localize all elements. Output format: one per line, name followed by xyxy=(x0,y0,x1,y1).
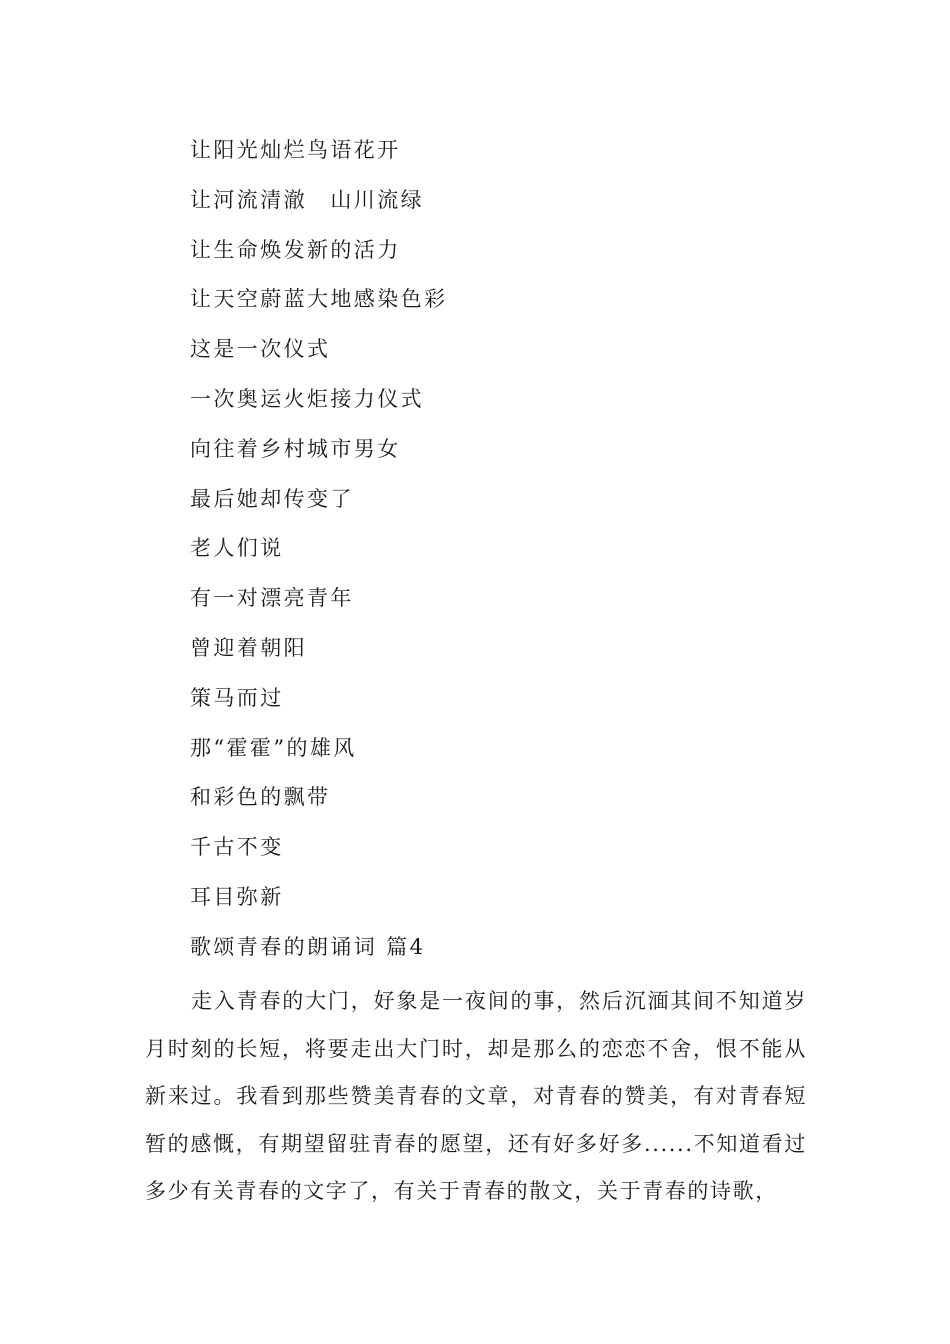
poem xyxy=(190,132,447,929)
poem-line: 老人们说 xyxy=(190,536,284,561)
poem-line: 和彩色的飘带 xyxy=(190,785,331,810)
poem-line: 耳目弥新 xyxy=(190,884,284,909)
poem-line: 那“霍霍”的雄风 xyxy=(190,735,357,760)
poem-line: 向往着乡村城市男女 xyxy=(190,436,401,461)
section-heading: 歌颂青春的朗诵词 篇4 xyxy=(190,935,426,959)
body-paragraph: 走入青春的大门，好象是一夜间的事，然后沉湎其间不知道岁月时刻的长短，将要走出大门时，却是那么的恋恋不舍，恨不能从新来过。我看到那些赞美青春的文章，对青春的赞美，有对青春短暂的感慨，有期望留驻青春的愿望，还有好多好多......不知道看过多少有关青春的文字了，有关于青春的散文，关于青春的诗歌， xyxy=(145,989,807,1203)
poem-line: 千古不变 xyxy=(190,835,284,860)
poem-line: 让阳光灿烂鸟语花开 xyxy=(190,138,401,162)
poem-line: 曾迎着朝阳 xyxy=(190,635,307,660)
poem-line: 让天空蔚蓝大地感染色彩 xyxy=(190,287,448,312)
poem-line: 这是一次仪式 xyxy=(190,337,331,362)
poem-line: 最后她却传变了 xyxy=(190,486,354,511)
poem-line: 让河流清澈 山川流绿 xyxy=(190,187,424,212)
poem-line: 有一对漂亮青年 xyxy=(190,586,354,611)
poem-line: 策马而过 xyxy=(190,685,284,710)
poem-line: 让生命焕发新的活力 xyxy=(190,237,401,262)
poem-line: 一次奥运火炬接力仪式 xyxy=(190,386,424,411)
